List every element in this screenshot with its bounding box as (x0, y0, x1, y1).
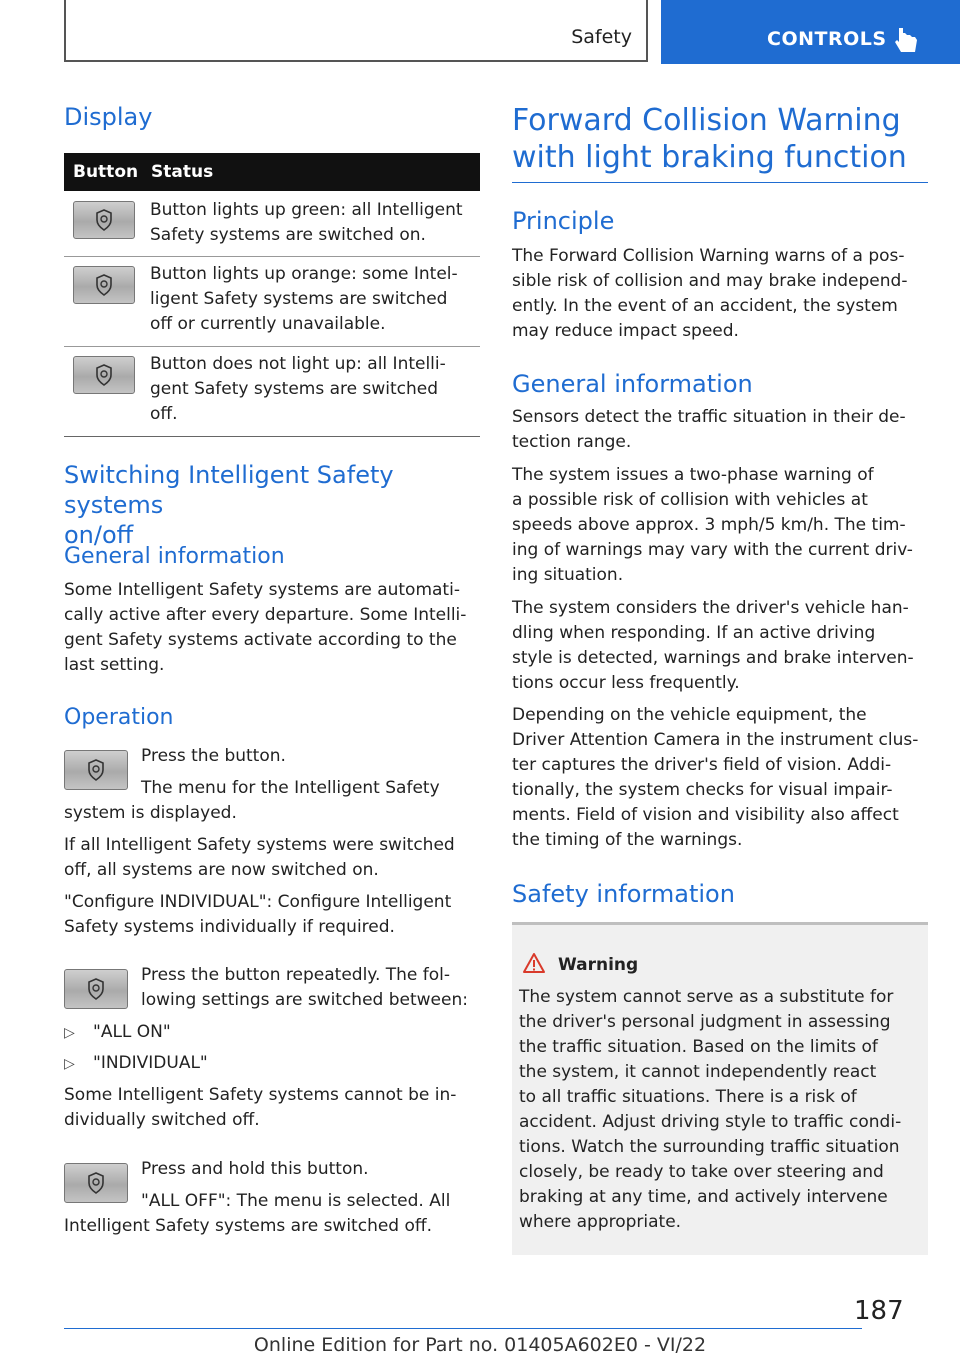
safety-button-image (64, 1163, 128, 1203)
switching-heading-line: Switching Intelligent Safety systems (64, 461, 394, 519)
text-line: dling when responding. If an active driving (512, 623, 876, 643)
intelligent-safety-icon (87, 1172, 105, 1194)
text-line: tionally, the system checks for visual impair- (512, 780, 893, 800)
paragraph (512, 596, 914, 696)
intelligent-safety-icon (95, 274, 113, 296)
list-item (64, 1020, 171, 1046)
switching-heading (64, 460, 484, 550)
paragraph (512, 703, 918, 853)
status-text-line: Safety systems are switched on. (150, 225, 426, 245)
text-line: Driver Attention Camera in the instrument clus- (512, 730, 919, 750)
safety-button-image (64, 969, 128, 1009)
text-line: the system, it cannot independently react (519, 1062, 877, 1082)
text-line: the driver's personal judgment in assessing (519, 1012, 891, 1032)
display-heading: Display (64, 103, 153, 131)
status-text-line: ligent Safety systems are switched (150, 289, 448, 309)
text-line: ently. In the event of an accident, the system (512, 296, 898, 316)
principle-heading: Principle (512, 207, 615, 235)
text-line: last setting. (64, 655, 165, 675)
text-line: ments. Field of vision and visibility also affect (512, 805, 899, 825)
text-line: Sensors detect the traffic situation in their de- (512, 407, 906, 427)
list-item-text: "INDIVIDUAL" (93, 1053, 208, 1073)
table-bottom-border (64, 436, 480, 437)
footer-edition: Online Edition for Part no. 01405A602E0 - VI/22 (253, 1334, 707, 1356)
status-text-line: Button does not light up: all Intelli- (150, 354, 446, 374)
text-line: The system issues a two-phase warning of (512, 465, 874, 485)
safety-button-image (73, 356, 135, 394)
col-status-header: Status (151, 162, 214, 182)
text-line: Press the button repeatedly. The fol- (141, 965, 451, 985)
text-line: dividually switched off. (64, 1110, 260, 1130)
text-line: gent Safety systems activate according to the (64, 630, 457, 650)
text-line: ing of warnings may vary with the current driv- (512, 540, 913, 560)
text-line: the traffic situation. Based on the limits of (519, 1037, 878, 1057)
text-line: system is displayed. (64, 803, 237, 823)
safety-button-image (73, 266, 135, 304)
safety-button-image (64, 750, 128, 790)
switching-heading-line: on/off (64, 521, 134, 549)
table-row-status (150, 198, 463, 248)
text-line: sible risk of collision and may brake independ- (512, 271, 908, 291)
text-line: ing situation. (512, 565, 624, 585)
text-line: Press and hold this button. (141, 1159, 369, 1179)
page-number: 187 (854, 1296, 904, 1326)
text-line: Press the button. (141, 746, 286, 766)
text-line: "ALL OFF": The menu is selected. All (141, 1191, 451, 1211)
text-line: may reduce impact speed. (512, 321, 739, 341)
status-text-line: Button lights up orange: some Intel- (150, 264, 458, 284)
status-text-line: gent Safety systems are switched (150, 379, 439, 399)
pointing-hand-icon (895, 26, 919, 54)
footer-rule (64, 1328, 862, 1329)
header-chapter-tab (661, 0, 960, 64)
text-line: ter captures the driver's field of vision. Addi- (512, 755, 892, 775)
safety-info-heading: Safety information (512, 880, 735, 908)
text-line: tions. Watch the surrounding traffic situation (519, 1137, 900, 1157)
intelligent-safety-icon (87, 978, 105, 1000)
bullet-triangle-icon: ▷ (64, 1056, 75, 1072)
header-section-title: Safety (571, 26, 632, 48)
text-line: braking at any time, and actively intervene (519, 1187, 888, 1207)
text-line: Intelligent Safety systems are switched off. (64, 1216, 433, 1236)
general-info-paragraph-left (64, 578, 466, 678)
col-button-header: Button (73, 162, 139, 182)
text-line: a possible risk of collision with vehicles at (512, 490, 868, 510)
text-line: Some Intelligent Safety systems are automati- (64, 580, 460, 600)
text-line: to all traffic situations. There is a risk of (519, 1087, 857, 1107)
status-text-line: off. (150, 404, 178, 424)
text-line: The Forward Collision Warning warns of a pos- (512, 246, 905, 266)
list-item (64, 1051, 208, 1077)
table-divider (64, 256, 480, 257)
text-line: tions occur less frequently. (512, 673, 740, 693)
principle-paragraph (512, 244, 907, 344)
text-line: speeds above approx. 3 mph/5 km/h. The tim- (512, 515, 906, 535)
table-row-status (150, 262, 458, 337)
general-info-heading-left: General information (64, 544, 285, 569)
status-table-header (64, 153, 480, 191)
intelligent-safety-icon (95, 209, 113, 231)
header-chapter-title: CONTROLS (767, 28, 887, 50)
warning-text (519, 985, 901, 1235)
text-line: lowing settings are switched between: (141, 990, 468, 1010)
operation-heading: Operation (64, 705, 174, 730)
paragraph (64, 833, 455, 883)
text-line: where appropriate. (519, 1212, 682, 1232)
warning-box (512, 922, 928, 1255)
text-line: cally active after every departure. Some Intelli- (64, 605, 467, 625)
intelligent-safety-icon (95, 364, 113, 386)
list-item-text: "ALL ON" (93, 1022, 171, 1042)
text-line: If all Intelligent Safety systems were switched (64, 835, 455, 855)
text-line: style is detected, warnings and brake interven- (512, 648, 914, 668)
page-title-line: with light braking function (512, 140, 907, 175)
general-info-heading-right: General information (512, 370, 753, 398)
bullet-triangle-icon: ▷ (64, 1025, 75, 1041)
warning-title: Warning (558, 955, 639, 975)
paragraph (512, 463, 913, 588)
paragraph (512, 405, 906, 455)
text-line: The menu for the Intelligent Safety (141, 778, 440, 798)
text-line: The system cannot serve as a substitute for (519, 987, 894, 1007)
text-line: the timing of the warnings. (512, 830, 743, 850)
text-line: off, all systems are now switched on. (64, 860, 379, 880)
table-row-status (150, 352, 446, 427)
text-line: Safety systems individually if required. (64, 917, 395, 937)
table-divider (64, 346, 480, 347)
title-underline (512, 182, 928, 183)
text-line: "Configure INDIVIDUAL": Configure Intelligent (64, 892, 452, 912)
warning-triangle-icon (522, 952, 546, 974)
page-title (512, 102, 932, 176)
intelligent-safety-icon (87, 759, 105, 781)
text-line: Depending on the vehicle equipment, the (512, 705, 867, 725)
text-line: closely, be ready to take over steering and (519, 1162, 884, 1182)
header-section-box (64, 0, 648, 62)
text-line: accident. Adjust driving style to traffic condi- (519, 1112, 902, 1132)
safety-button-image (73, 201, 135, 239)
status-text-line: Button lights up green: all Intelligent (150, 200, 463, 220)
text-line: Some Intelligent Safety systems cannot be in- (64, 1085, 457, 1105)
status-text-line: off or currently unavailable. (150, 314, 386, 334)
text-line: tection range. (512, 432, 632, 452)
page-title-line: Forward Collision Warning (512, 103, 901, 138)
paragraph (64, 1083, 456, 1133)
paragraph (64, 890, 451, 940)
text-line: The system considers the driver's vehicle han- (512, 598, 909, 618)
